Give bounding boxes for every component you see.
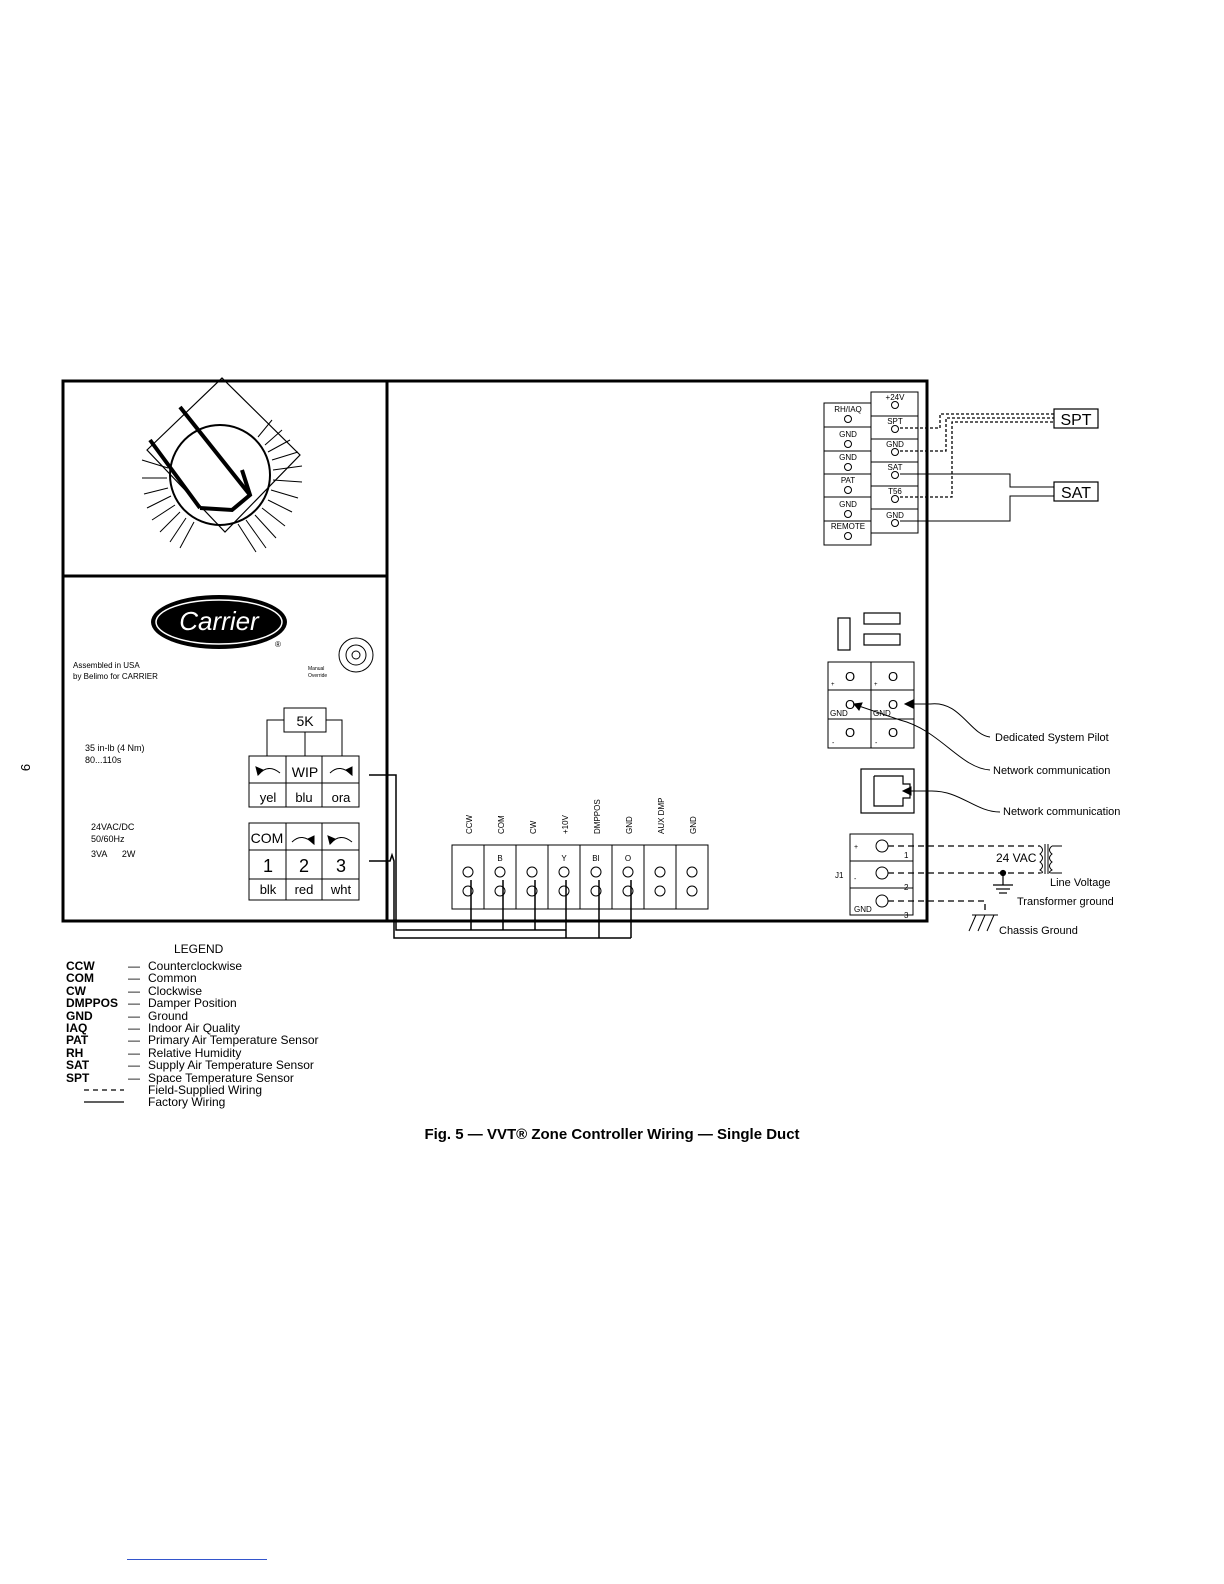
sensor-terminal-screw: [845, 487, 852, 494]
legend-abbr: GND: [66, 1008, 93, 1023]
legend-abbr: RH: [66, 1045, 84, 1060]
legend-dash: —: [128, 1045, 140, 1060]
comm-gnd-label: GND: [830, 709, 848, 718]
sensor-terminal-labels: [831, 393, 905, 540]
bottom-terminal-labels: [465, 798, 698, 863]
sensor-terminal-label: GND: [886, 440, 904, 449]
legend-abbr: CCW: [66, 959, 95, 973]
transformer-icon: [1040, 844, 1062, 874]
comm-plus-label: +: [874, 682, 878, 688]
sat-sensor-label: SAT: [1061, 485, 1091, 502]
power-spec-1: 24VAC/DC: [91, 822, 135, 832]
spt-sensor-label: SPT: [1060, 412, 1092, 429]
factory-wiring-sat: [900, 474, 1054, 521]
terminal-mark: BI: [592, 854, 600, 863]
legend-desc: Indoor Air Quality: [148, 1021, 241, 1035]
controller-outline: [63, 381, 927, 921]
terminal-screw: [655, 886, 665, 896]
legend-desc: Clockwise: [148, 983, 203, 998]
legend-title: LEGEND: [174, 942, 224, 956]
sensor-terminal-label: RH/IAQ: [834, 405, 862, 414]
page-number: 9: [18, 763, 34, 772]
terminal-screw: [687, 867, 697, 877]
bottom-terminal-strip: [452, 845, 708, 909]
sensor-terminal-screw: [892, 520, 899, 527]
sensor-terminal-label: GND: [839, 500, 857, 509]
field-wiring-spt: [900, 414, 1054, 497]
legend-desc: Counterclockwise: [148, 959, 243, 973]
terminal-label: COM: [497, 815, 506, 834]
terminal-label: GND: [625, 816, 634, 834]
sensor-terminal-label: GND: [839, 430, 857, 439]
com-terminal-2: 2: [298, 856, 310, 876]
wire-color-yel: yel: [259, 790, 277, 805]
24vac-label: 24 VAC: [996, 851, 1037, 865]
wire-color-blu: blu: [295, 790, 313, 805]
torque-rating: 35 in-lb (4 Nm): [85, 743, 145, 753]
fuse-components: [838, 613, 900, 650]
assembled-by-text: by Belimo for CARRIER: [73, 672, 158, 681]
terminal-mark: B: [497, 854, 503, 863]
line-voltage-label: Line Voltage: [1050, 877, 1111, 889]
legend-desc: Ground: [148, 1008, 189, 1023]
sensor-terminal-screw: [892, 426, 899, 433]
power-terminal-labels: [854, 844, 909, 920]
legend-abbr: COM: [66, 971, 94, 986]
comm-minus-label: -: [875, 740, 878, 747]
sensor-terminal-label: PAT: [840, 476, 856, 485]
legend-abbr: PAT: [66, 1033, 89, 1048]
footer-link-line: [127, 1559, 267, 1560]
chassis-ground-icon: [969, 915, 998, 931]
legend-desc: Space Temperature Sensor: [148, 1070, 294, 1085]
registered-mark: ®: [275, 640, 281, 649]
terminal-screw: [655, 867, 665, 877]
comm-terminal-screw: O: [844, 697, 856, 712]
terminal-label: DMPPOS: [593, 799, 602, 834]
legend-desc: Primary Air Temperature Sensor: [148, 1033, 319, 1048]
power-terminal-number: 3: [904, 911, 909, 920]
sensor-terminal-label: +24V: [885, 393, 905, 402]
legend-dash: —: [128, 1008, 140, 1023]
run-time: 80...110s: [85, 755, 122, 765]
manual-override-label-1: Manual: [308, 666, 325, 672]
power-terminal-label: +: [854, 844, 859, 851]
carrier-logo-text: Carrier: [179, 606, 259, 636]
terminal-screw: [623, 867, 633, 877]
pot-value: 5K: [296, 713, 314, 729]
legend-dash: —: [128, 1021, 140, 1035]
comm-plus-label: +: [831, 682, 835, 688]
sensor-terminal-screw: [892, 402, 899, 409]
com-label: COM: [250, 830, 284, 846]
sensor-terminal-label: REMOTE: [830, 522, 866, 531]
power-terminal-number: 2: [904, 883, 909, 892]
terminal-screw: [687, 886, 697, 896]
legend-abbr: CW: [66, 983, 86, 998]
power-spec-2: 50/60Hz: [91, 834, 125, 844]
wire-color-wht: wht: [330, 882, 352, 897]
spt-sensor: [1054, 409, 1098, 429]
figure-caption: Fig. 5 — VVT® Zone Controller Wiring — Single Duct: [424, 1126, 800, 1143]
terminal-label: +10V: [561, 815, 570, 834]
legend-abbr: IAQ: [66, 1021, 88, 1035]
comm-gnd-label: GND: [873, 709, 891, 718]
legend-dash: —: [128, 959, 140, 973]
terminal-screw: [527, 867, 537, 877]
com-terminal-3: 3: [335, 856, 347, 876]
power-terminal-label: GND: [854, 905, 872, 914]
legend-dash: —: [128, 996, 140, 1011]
comm-minus-label: -: [832, 740, 835, 747]
sensor-terminal-screw: [845, 511, 852, 518]
sensor-terminal-screw: [892, 472, 899, 479]
terminal-label: GND: [689, 816, 698, 834]
sensor-terminal-screw: [845, 441, 852, 448]
legend-dash: —: [128, 983, 140, 998]
terminal-label: CCW: [465, 814, 474, 834]
sensor-terminal-label: GND: [839, 453, 857, 462]
wire-color-blk: blk: [259, 882, 277, 897]
sensor-terminal-label: GND: [886, 511, 904, 520]
wire-color-ora: ora: [331, 790, 351, 805]
assembled-text: Assembled in USA: [73, 661, 140, 670]
comm-terminal-screw: O: [844, 725, 856, 740]
legend-dash: —: [128, 1058, 140, 1073]
sensor-terminal-screw: [845, 416, 852, 423]
terminal-label: AUX DMP: [657, 797, 666, 834]
carrier-logo: [151, 595, 287, 649]
legend-desc: Relative Humidity: [148, 1045, 242, 1060]
callout-network-communication-1: Network communication: [993, 765, 1111, 777]
comm-terminal-screw: O: [887, 669, 899, 684]
terminal-mark: Y: [561, 854, 567, 863]
legend-desc: Supply Air Temperature Sensor: [148, 1058, 314, 1073]
feedback-pot: [267, 708, 342, 756]
terminal-screw: [559, 867, 569, 877]
j1-label: J1: [835, 871, 844, 880]
power-terminal-label: -: [854, 876, 857, 883]
comm-terminal-screw: O: [887, 697, 899, 712]
comm-terminal-block: [828, 662, 914, 748]
wip-label: WIP: [291, 764, 319, 780]
sensor-terminal-label: T56: [888, 487, 902, 496]
transformer-ground-label: Transformer ground: [1017, 896, 1114, 908]
legend-dash: —: [128, 971, 140, 986]
legend-desc: Common: [148, 971, 197, 986]
terminal-label: CW: [529, 820, 538, 834]
terminal-screw: [463, 867, 473, 877]
legend-desc: Factory Wiring: [148, 1095, 226, 1110]
sensor-terminal-label: SPT: [887, 417, 903, 426]
manual-override-label-2: Override: [308, 673, 328, 679]
terminal-screw: [495, 867, 505, 877]
comm-terminal-screw: O: [844, 669, 856, 684]
terminal-screw: [591, 867, 601, 877]
callout-network-communication-2: Network communication: [1003, 806, 1121, 818]
callout-dedicated-system-pilot: Dedicated System Pilot: [995, 732, 1109, 744]
legend-dash: —: [128, 1070, 140, 1085]
sensor-terminal-screw: [845, 464, 852, 471]
legend-dash: —: [128, 1033, 140, 1048]
legend-abbr: SAT: [66, 1058, 90, 1073]
transformer-ground-icon: [993, 871, 1013, 894]
sensor-terminal-label: SAT: [887, 463, 903, 472]
legend-abbr: DMPPOS: [66, 996, 119, 1011]
chassis-ground-label: Chassis Ground: [999, 925, 1078, 937]
power-terminal-number: 1: [904, 851, 909, 860]
power-spec-3: 3VA 2W: [91, 849, 136, 859]
terminal-mark: O: [624, 854, 632, 863]
manual-override-knob-icon[interactable]: [339, 638, 373, 672]
sat-sensor: [1054, 482, 1098, 502]
sensor-terminal-screw: [892, 496, 899, 503]
wire-color-red: red: [294, 882, 314, 897]
com-terminal-1: 1: [262, 856, 274, 876]
damper-dial-icon: [142, 378, 302, 552]
comm-terminal-screw: O: [887, 725, 899, 740]
legend-desc: Damper Position: [148, 996, 237, 1011]
terminal-screw: [559, 886, 569, 896]
legend-desc: Field-Supplied Wiring: [148, 1083, 263, 1097]
legend-line-samples: [66, 942, 67, 943]
legend-abbr: SPT: [66, 1070, 90, 1085]
sensor-terminal-screw: [892, 449, 899, 456]
sensor-terminal-screw: [845, 533, 852, 540]
